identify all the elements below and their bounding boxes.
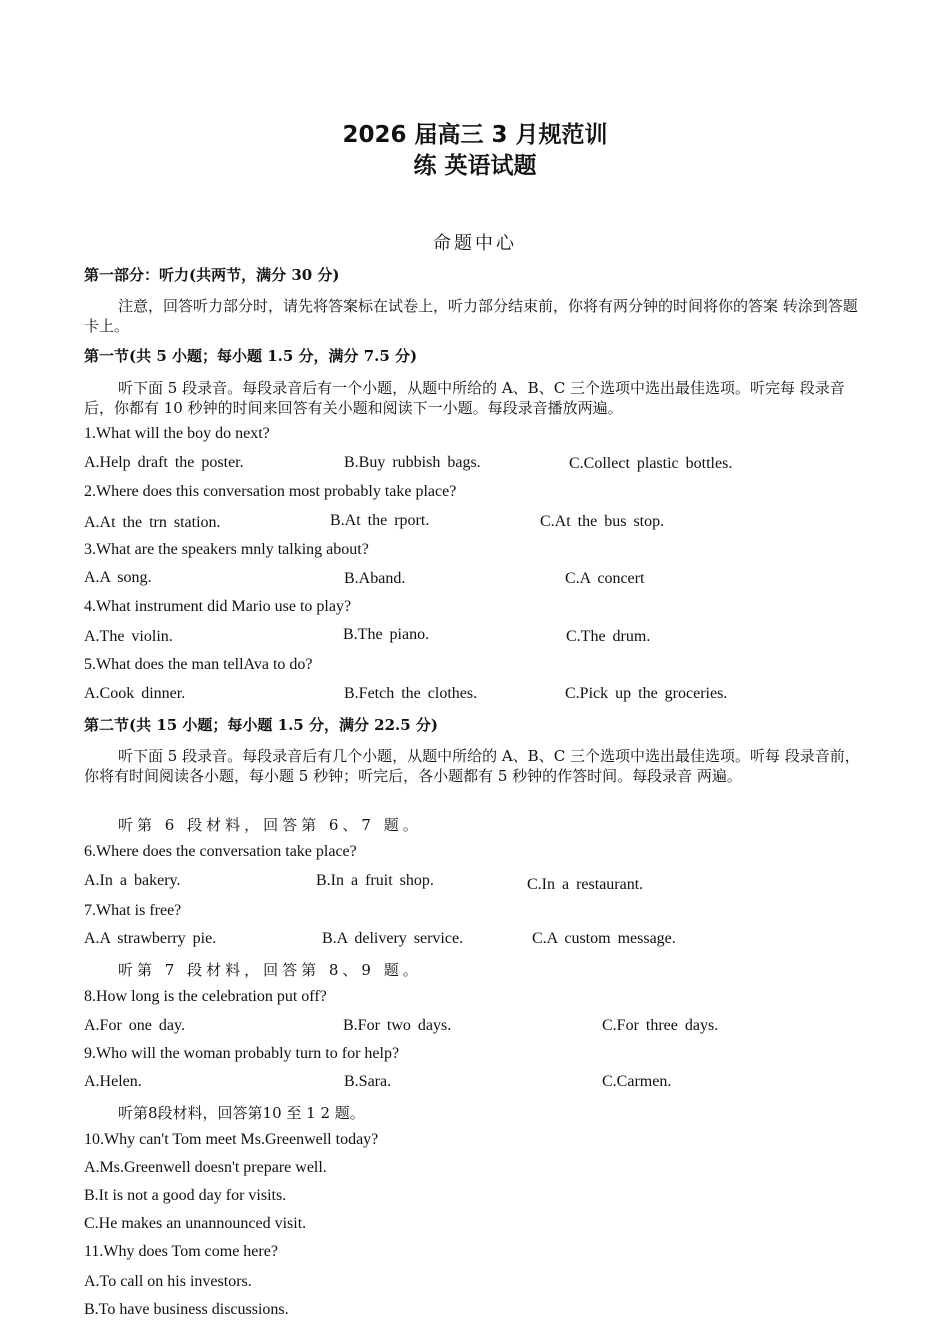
question-8-option-c: C.For three days. xyxy=(602,1017,719,1034)
question-1-option-b: B.Buy rubbish bags. xyxy=(344,454,481,471)
exam-title-line2: 练 英语试题 xyxy=(413,153,537,179)
question-6-option-a: A.In a bakery. xyxy=(84,872,181,889)
question-4: 4.What instrument did Mario use to play? xyxy=(84,598,352,615)
section2-instructions: 听下面 5 段录音。每段录音后有几个小题，从题中所给的 A、B、C 三个选项中选出最佳选项。听每 段录音前，你将有时间阅读各小题，每小题 5 秒钟；听完后，各小题都有 5 秒钟的作答时间。每段录音 两遍。 xyxy=(84,747,860,785)
question-11-option-b: B.To have business discussions. xyxy=(84,1301,289,1318)
section1-heading: 第一节(共 5 小题；每小题 1.5 分，满分 7.5 分) xyxy=(84,347,418,365)
material-8-note: 听第8段材料，回答第10 至 1 2 题。 xyxy=(118,1104,365,1122)
question-2-option-c: C.At the bus stop. xyxy=(540,513,665,530)
question-5-option-b: B.Fetch the clothes. xyxy=(344,685,478,702)
part1-notice: 注意，回答听力部分时，请先将答案标在试卷上，听力部分结束前，你将有两分钟的时间将你的答案 转涂到答题卡上。 xyxy=(84,297,858,335)
question-4-option-c: C.The drum. xyxy=(566,628,651,645)
question-7-option-b: B.A delivery service. xyxy=(322,930,464,947)
question-8-option-a: A.For one day. xyxy=(84,1017,185,1034)
question-4-option-a: A.The violin. xyxy=(84,628,173,645)
question-2: 2.Where does this conversation most probably take place? xyxy=(84,483,457,500)
question-9-option-a: A.Helen. xyxy=(84,1073,142,1090)
question-7-option-a: A.A strawberry pie. xyxy=(84,930,217,947)
author-line: 命题中心 xyxy=(433,233,517,254)
part1-heading: 第一部分：听力(共两节，满分 30 分) xyxy=(84,266,340,284)
question-9-option-b: B.Sara. xyxy=(344,1073,392,1090)
exam-title-line1: 2026 届高三 3 月规范训 xyxy=(342,122,608,148)
question-3-option-c: C.A concert xyxy=(565,570,645,587)
question-10-option-b: B.It is not a good day for visits. xyxy=(84,1187,287,1204)
question-5: 5.What does the man tellAva to do? xyxy=(84,656,313,673)
question-11-option-a: A.To call on his investors. xyxy=(84,1273,252,1290)
question-5-option-a: A.Cook dinner. xyxy=(84,685,186,702)
question-9: 9.Who will the woman probably turn to for help? xyxy=(84,1045,400,1062)
question-1-option-a: A.Help draft the poster. xyxy=(84,454,244,471)
question-4-option-b: B.The piano. xyxy=(343,626,430,643)
question-9-option-c: C.Carmen. xyxy=(602,1073,672,1090)
question-3-option-a: A.A song. xyxy=(84,569,152,586)
question-10-option-a: A.Ms.Greenwell doesn't prepare well. xyxy=(84,1159,327,1176)
section1-instructions: 听下面 5 段录音。每段录音后有一个小题，从题中所给的 A、B、C 三个选项中选出最佳选项。听完每 段录音后，你都有 10 秒钟的时间来回答有关小题和阅读下一小题。每段录音播放两遍。 xyxy=(84,379,845,417)
material-6-note: 听第 6 段材料，回答第 6、7 题。 xyxy=(118,816,422,834)
question-7-option-c: C.A custom message. xyxy=(532,930,676,947)
question-5-option-c: C.Pick up the groceries. xyxy=(565,685,728,702)
question-8: 8.How long is the celebration put off? xyxy=(84,988,327,1005)
question-10-option-c: C.He makes an unannounced visit. xyxy=(84,1215,307,1232)
question-6-option-c: C.In a restaurant. xyxy=(527,876,644,893)
question-6: 6.Where does the conversation take place? xyxy=(84,843,357,860)
question-7: 7.What is free? xyxy=(84,902,182,919)
question-1-option-c: C.Collect plastic bottles. xyxy=(569,455,733,472)
question-11: 11.Why does Tom come here? xyxy=(84,1243,278,1260)
question-3: 3.What are the speakers mnly talking about? xyxy=(84,541,369,558)
question-2-option-b: B.At the rport. xyxy=(330,512,430,529)
question-2-option-a: A.At the trn station. xyxy=(84,514,221,531)
question-6-option-b: B.In a fruit shop. xyxy=(316,872,434,889)
question-10: 10.Why can't Tom meet Ms.Greenwell today? xyxy=(84,1131,379,1148)
question-1: 1.What will the boy do next? xyxy=(84,425,270,442)
section2-heading: 第二节(共 15 小题；每小题 1.5 分，满分 22.5 分) xyxy=(84,716,439,734)
question-3-option-b: B.Aband. xyxy=(344,570,406,587)
material-7-note: 听第 7 段材料，回答第 8、9 题。 xyxy=(118,961,422,979)
question-8-option-b: B.For two days. xyxy=(343,1017,452,1034)
